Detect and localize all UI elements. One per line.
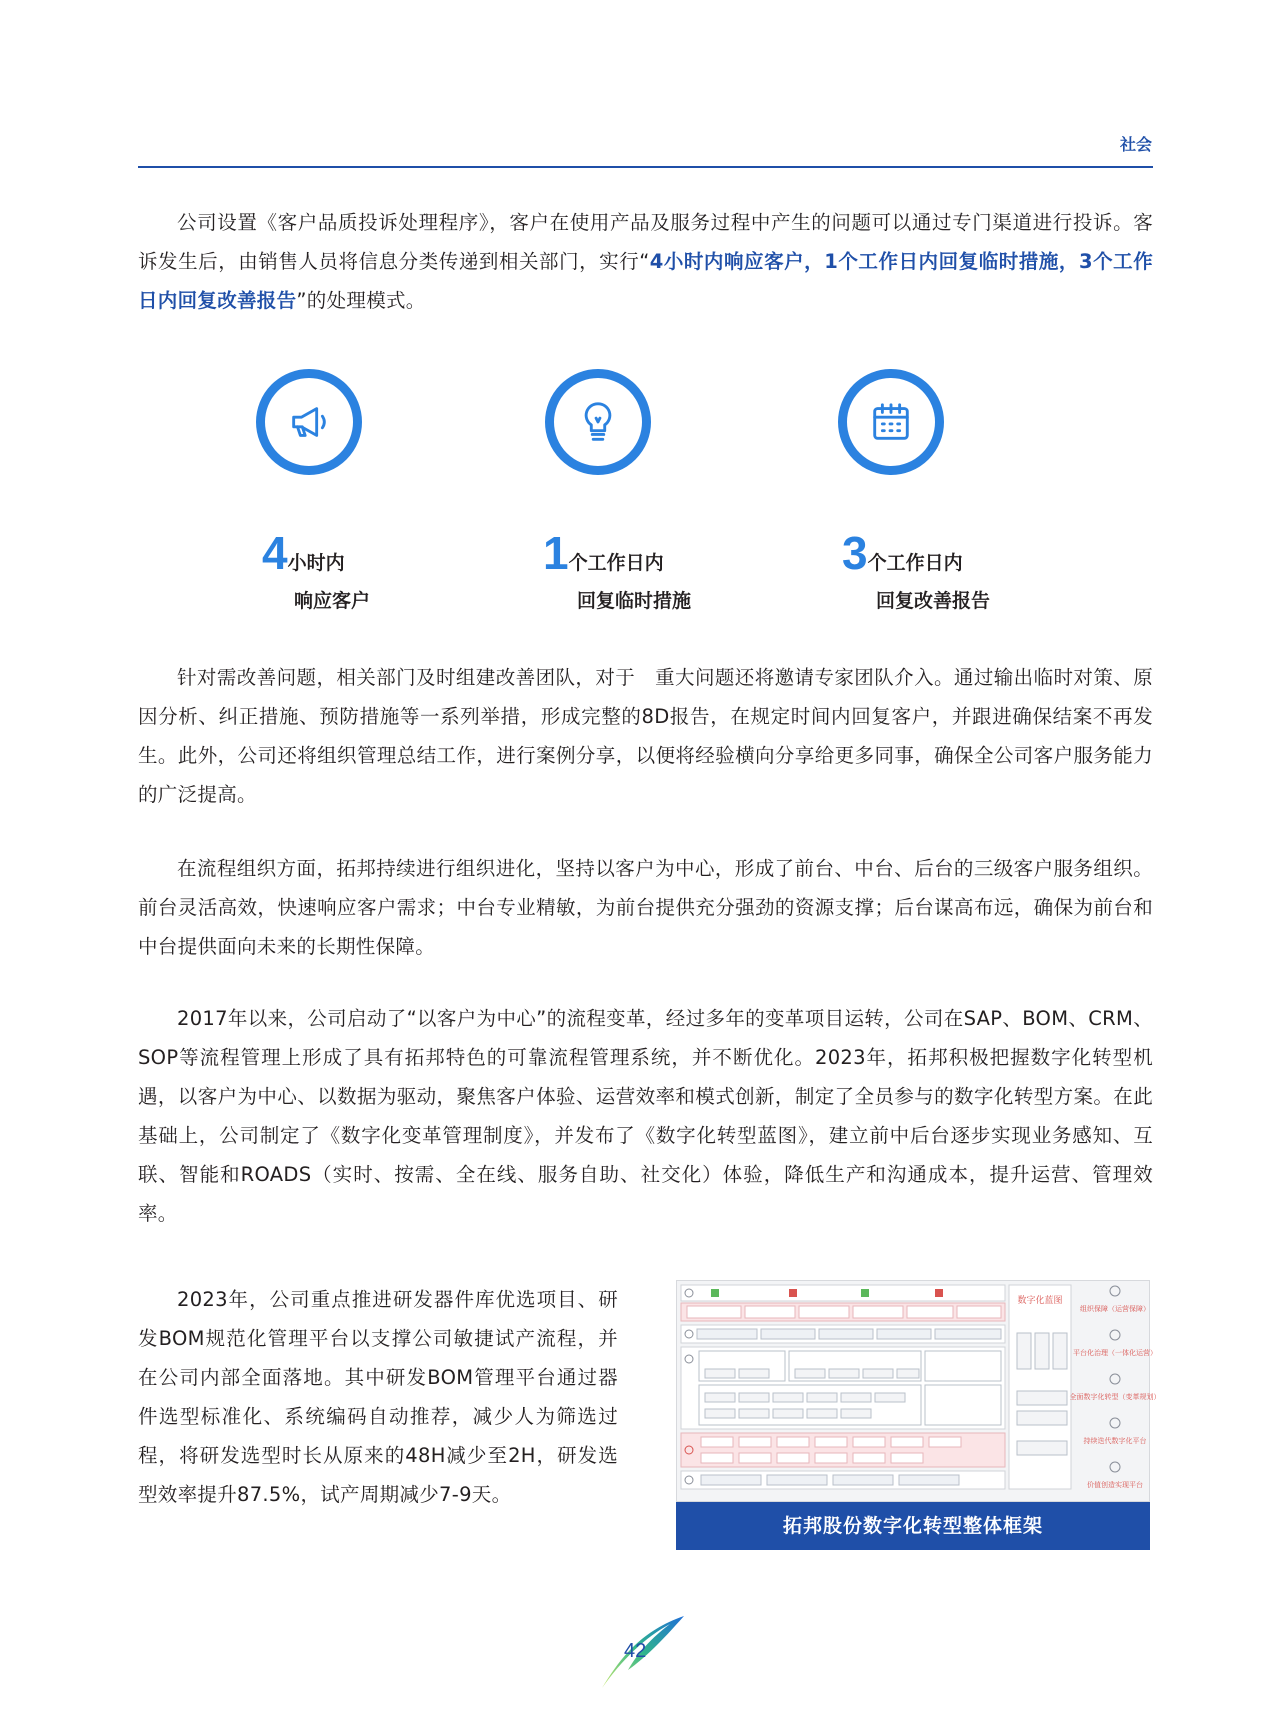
p1-highlight: 4小时内响应客户，1个工作日内回复临时措施，3个工作日内回复改善报告 [138, 250, 1153, 312]
figure-caption: 拓邦股份数字化转型整体框架 [676, 1502, 1150, 1550]
stat-label: 回复临时措施 [577, 590, 692, 612]
p1-text-b: ”的处理模式。 [296, 289, 426, 312]
page-number: 42 [624, 1640, 647, 1662]
stat-improvement-report [842, 528, 1062, 613]
stat-number: 4 [262, 527, 288, 579]
stat-label: 回复改善报告 [876, 590, 991, 612]
digital-framework-figure [676, 1280, 1161, 1550]
calendar-icon [838, 369, 944, 475]
side-item: 平台化治理（一体化运营） [1073, 1349, 1157, 1357]
stat-temporary-measures [543, 528, 763, 613]
paragraph-digital-transformation: 2017年以来，公司启动了“以客户为中心”的流程变革，经过多年的变革项目运转，公司在SAP、BOM、CRM、SOP等流程管理上形成了具有拓邦特色的可靠流程管理系统，并不断优化。2023年，拓邦积极把握数字化转型机遇，以客户为中心、以数据为驱动，聚焦客户体验、运营效率和模式创新，制定了全员参与的数字化转型方案。在此基础上，公司制定了《数字化变革管理制度》，并发布了《数字化转型蓝图》，建立前中后台逐步实现业务感知、互联、智能和ROADS（实时、按需、全在线、服务自助、社交化）体验，降低生产和沟通成本，提升运营、管理效率。 [138, 1007, 1153, 1225]
stat-unit: 个工作日内 [568, 552, 664, 574]
framework-diagram [676, 1280, 1161, 1502]
p1-text-a: 公司设置《客户品质投诉处理程序》，客户在使用产品及服务过程中产生的问题可以通过专门渠道进行投诉。客诉发生后，由销售人员将信息分类传递到相关部门，实行“ [138, 211, 1153, 273]
section-tag: 社会 [1119, 135, 1152, 154]
header-rule [138, 166, 1153, 168]
stat-label: 响应客户 [294, 590, 371, 612]
paragraph-bom-platform: 2023年，公司重点推进研发器件库优选项目、研发BOM规范化管理平台以支撑公司敏捷试产流程，并在公司内部全面落地。其中研发BOM管理平台通过器件选型标准化、系统编码自动推荐，减少人为筛选过程，将研发选型时长从原来的48H减少至2H，研发选型效率提升87.5%，试产周期减少7-9天。 [138, 1288, 618, 1506]
paragraph-improvement-team: 针对需改善问题，相关部门及时组建改善团队，对于 重大问题还将邀请专家团队介入。通过输出临时对策、原因分析、纠正措施、预防措施等一系列举措，形成完整的8D报告，在规定时间内回复客户，并跟进确保结案不再发生。此外，公司还将组织管理总结工作，进行案例分享，以便将经验横向分享给更多同事，确保全公司客户服务能力的广泛提高。 [138, 666, 1153, 806]
stat-number: 1 [543, 527, 569, 579]
stat-unit: 个工作日内 [867, 552, 963, 574]
side-item: 全面数字化转型（变革规划） [1069, 1393, 1161, 1401]
megaphone-icon [256, 369, 362, 475]
side-item: 价值创造实现平台 [1087, 1481, 1143, 1489]
stat-unit: 小时内 [287, 552, 345, 574]
framework-right-label: 数字化蓝图 [1017, 1296, 1063, 1306]
side-item: 持续迭代数字化平台 [1083, 1437, 1147, 1445]
paragraph-process-organization: 在流程组织方面，拓邦持续进行组织进化，坚持以客户为中心，形成了前台、中台、后台的三级客户服务组织。前台灵活高效，快速响应客户需求；中台专业精敏，为前台提供充分强劲的资源支撑；后台谋高布远，确保为前台和中台提供面向未来的长期性保障。 [138, 857, 1153, 958]
side-item: 组织保障（运营保障） [1080, 1305, 1150, 1313]
stat-response-time [262, 528, 482, 613]
lightbulb-icon [545, 369, 651, 475]
stat-number: 3 [842, 527, 868, 579]
paragraph-complaint-process [138, 203, 1153, 320]
